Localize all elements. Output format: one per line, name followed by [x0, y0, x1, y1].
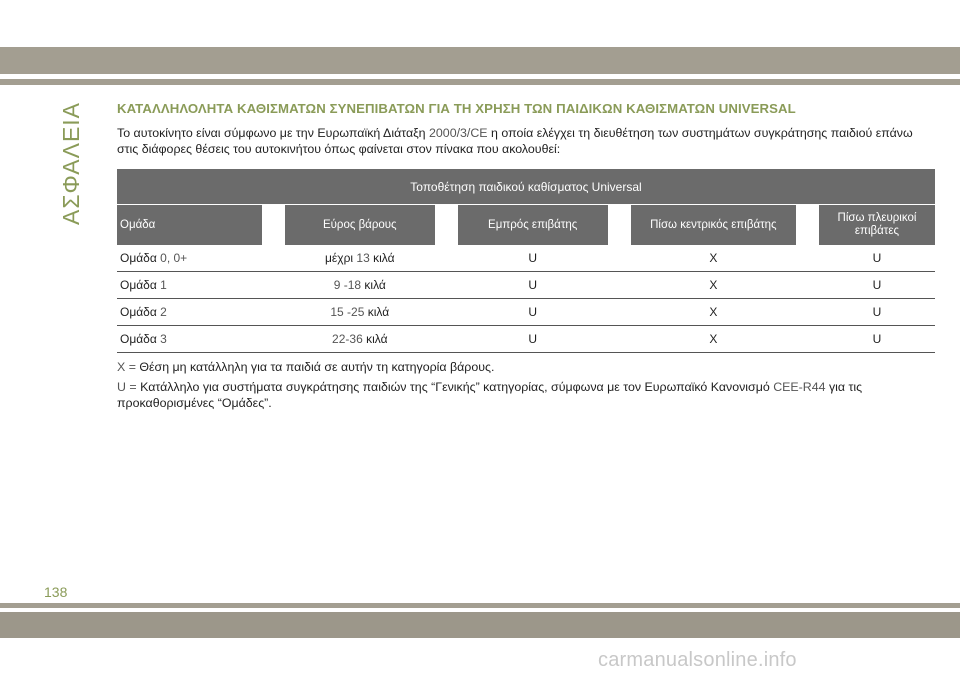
cell-gap: [435, 245, 458, 272]
cell-group: [117, 272, 262, 299]
cell-gap: [608, 245, 631, 272]
cell-gap: [435, 272, 458, 299]
note-u-text-end: για τις προκαθορισμένες “Ομάδες”.: [117, 380, 863, 410]
table-caption-row: [117, 169, 935, 205]
section-side-label: ΑΣΦΑΛΕΙΑ: [58, 102, 84, 226]
note-x-text: Θέση μη κατάλληλη για τα παιδιά σε αυτήν τη κατηγορία βάρους.: [139, 360, 495, 374]
bottom-band: [0, 612, 960, 638]
table-header-row: [117, 205, 935, 246]
cell-front: U: [458, 326, 608, 353]
intro-paragraph: [117, 125, 937, 157]
cell-group: [117, 326, 262, 353]
group-number: 3: [160, 332, 167, 346]
group-number: 2: [160, 305, 167, 319]
cell-weight: [285, 272, 435, 299]
header-rear-center: Πίσω κεντρικός επιβάτης: [631, 205, 797, 246]
note-u-text: Κατάλληλο για συστήματα συγκράτησης παιδιών της “Γενικής” κατηγορίας, σύμφωνα με τον Ευρωπαϊκό Κανονισμό: [140, 380, 774, 394]
cell-gap: [608, 326, 631, 353]
top-rule: [0, 79, 960, 85]
child-seat-table: [117, 169, 935, 353]
cell-rear-side: U: [819, 272, 935, 299]
page-content: [117, 101, 937, 415]
cell-front: U: [458, 245, 608, 272]
cell-rear-side: U: [819, 299, 935, 326]
cell-weight: [285, 326, 435, 353]
header-rear-side: Πίσω πλευρικοί επιβάτες: [819, 205, 935, 246]
note-u-regulation: CEE-R44: [773, 380, 826, 394]
cell-weight: [285, 245, 435, 272]
table-row: [117, 326, 935, 353]
cell-gap: [608, 299, 631, 326]
note-u: [117, 379, 937, 411]
group-word: Ομάδα: [120, 332, 157, 346]
cell-gap: [796, 272, 819, 299]
weight-number: 22-36: [332, 332, 363, 346]
watermark: carmanualsonline.info: [598, 649, 797, 671]
cell-rear-side: U: [819, 326, 935, 353]
cell-rear-center: X: [631, 245, 797, 272]
weight-number: 9 -18: [333, 278, 362, 292]
weight-number: 15 -25: [330, 305, 365, 319]
table-row: [117, 272, 935, 299]
cell-gap: [262, 272, 285, 299]
header-weight: Εύρος βάρους: [285, 205, 435, 246]
table-caption: Τοποθέτηση παιδικού καθίσματος Universal: [117, 169, 935, 205]
page-number: 138: [44, 584, 68, 600]
intro-directive: 2000/3/CE: [429, 126, 488, 140]
note-x: [117, 359, 937, 375]
cell-front: U: [458, 299, 608, 326]
legend-notes: [117, 359, 937, 411]
weight-unit: κιλά: [364, 305, 390, 319]
group-word: Ομάδα: [120, 278, 157, 292]
cell-rear-side: U: [819, 245, 935, 272]
cell-rear-center: X: [631, 326, 797, 353]
weight-unit: κιλά: [362, 332, 388, 346]
bottom-rule: [0, 603, 960, 608]
group-word: Ομάδα: [120, 251, 157, 265]
weight-number: 13: [356, 251, 370, 265]
intro-part1: Το αυτοκίνητο είναι σύμφωνο με την Ευρωπαϊκή Διάταξη: [117, 126, 430, 140]
cell-weight: [285, 299, 435, 326]
cell-group: [117, 299, 262, 326]
cell-gap: [796, 299, 819, 326]
weight-prefix: μέχρι: [325, 251, 357, 265]
header-gap: [796, 205, 819, 246]
cell-rear-center: X: [631, 299, 797, 326]
section-heading: ΚΑΤΑΛΛΗΛΟΛΗΤΑ ΚΑΘΙΣΜΑΤΩΝ ΣΥΝΕΠΙΒΑΤΩΝ ΓΙΑ ΤΗ ΧΡΗΣΗ ΤΩΝ ΠΑΙΔΙΚΩΝ ΚΑΘΙΣΜΑΤΩΝ UNIVERSAL: [117, 101, 796, 116]
header-group: Ομάδα: [117, 205, 262, 246]
note-u-prefix: U =: [117, 380, 141, 394]
cell-front: U: [458, 272, 608, 299]
group-word: Ομάδα: [120, 305, 157, 319]
cell-gap: [262, 299, 285, 326]
note-x-prefix: X =: [117, 360, 140, 374]
intro-part2: η οποία ελέγχει τη διευθέτηση των συστημάτων συγκράτησης παιδιού επάνω στις διάφορες θέσεις του αυτοκινήτου όπως φαίνεται στον πίνακα που ακολουθεί:: [117, 126, 913, 156]
cell-gap: [262, 245, 285, 272]
cell-gap: [435, 326, 458, 353]
table-row: [117, 299, 935, 326]
cell-rear-center: X: [631, 272, 797, 299]
header-gap: [608, 205, 631, 246]
top-band: [0, 47, 960, 74]
group-number: 0, 0+: [160, 251, 188, 265]
cell-gap: [796, 326, 819, 353]
cell-gap: [608, 272, 631, 299]
header-gap: [262, 205, 285, 246]
weight-unit: κιλά: [369, 251, 395, 265]
cell-gap: [435, 299, 458, 326]
cell-group: [117, 245, 262, 272]
weight-unit: κιλά: [361, 278, 386, 292]
group-number: 1: [160, 278, 167, 292]
header-gap: [435, 205, 458, 246]
cell-gap: [262, 326, 285, 353]
table-row: [117, 245, 935, 272]
cell-gap: [796, 245, 819, 272]
header-front: Εμπρός επιβάτης: [458, 205, 608, 246]
